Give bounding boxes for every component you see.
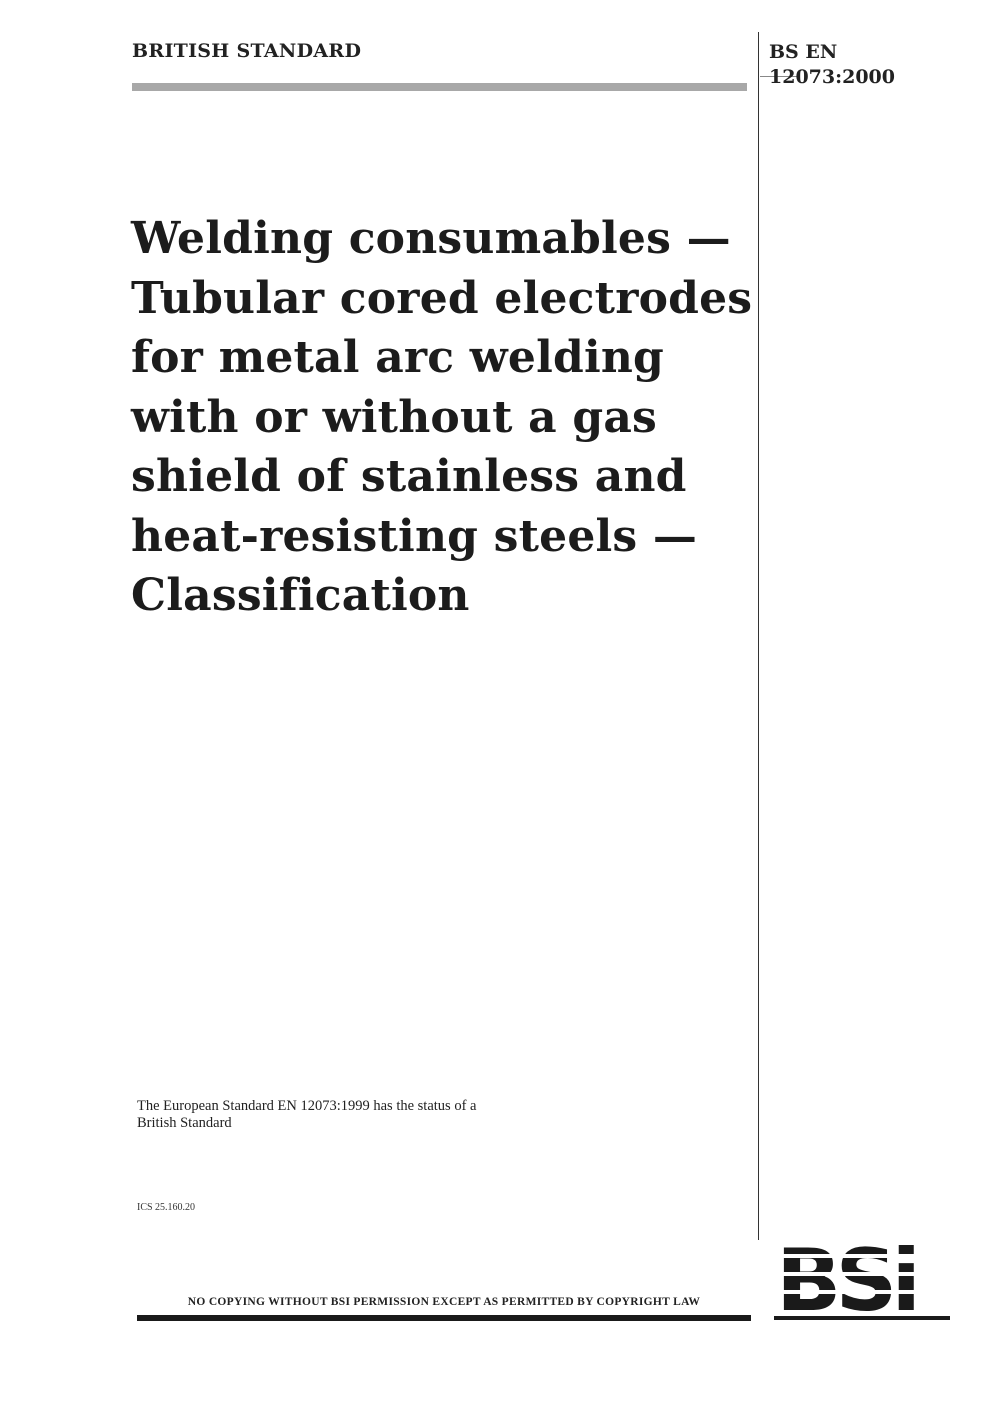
status-note: [137, 1098, 577, 1132]
title-line: heat-resisting steels —: [131, 510, 698, 562]
title-line: with or without a gas: [131, 391, 658, 443]
header-grey-rule: [132, 83, 747, 91]
status-note-line1: The European Standard EN 12073:1999 has the status of a: [137, 1098, 477, 1114]
footer-black-rule: [137, 1315, 751, 1321]
bsi-logo-icon: [774, 1238, 950, 1322]
title-line: Classification: [131, 570, 470, 621]
standard-type-label: BRITISH STANDARD: [132, 40, 362, 62]
title-line: shield of stainless and: [131, 451, 687, 502]
ics-code: ICS 25.160.20: [137, 1202, 196, 1213]
status-note-line2: British Standard: [137, 1115, 232, 1131]
document-number: [769, 40, 895, 90]
title-line: Welding consumables —: [131, 213, 731, 264]
copyright-notice: NO COPYING WITHOUT BSI PERMISSION EXCEPT AS PERMITTED BY COPYRIGHT LAW: [187, 1296, 701, 1308]
document-title: [131, 209, 751, 626]
title-line: Tubular cored electrodes: [131, 272, 753, 324]
vertical-divider: [758, 32, 759, 1240]
document-number-line1: BS EN: [769, 41, 838, 63]
document-number-line2: 12073:2000: [769, 66, 895, 88]
title-line: for metal arc welding: [131, 332, 665, 383]
